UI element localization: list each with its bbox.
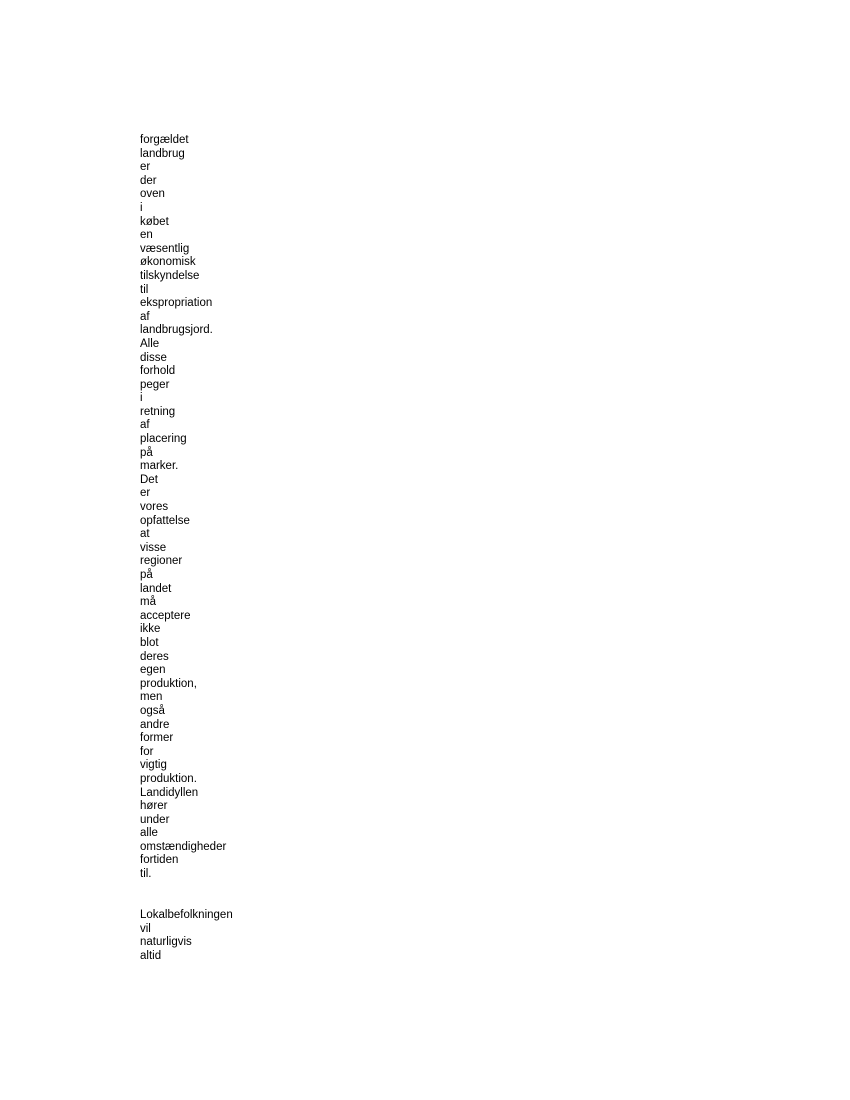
text-word: fortiden: [140, 854, 179, 867]
text-word: købet: [140, 215, 169, 228]
text-word: er: [140, 161, 151, 174]
text-word: i: [140, 201, 143, 214]
text-word: økonomisk: [140, 256, 196, 269]
text-word: produktion,: [140, 677, 197, 690]
text-word: til: [140, 283, 149, 296]
text-word: af: [140, 310, 150, 323]
text-word: på: [140, 446, 153, 459]
text-word: på: [140, 569, 153, 581]
text-word: også: [140, 704, 165, 717]
text-word: landet: [140, 582, 172, 595]
text-word: vigtig: [140, 759, 167, 772]
text-word: disse: [140, 351, 167, 364]
text-word: vil: [140, 922, 151, 935]
text-word: under: [140, 813, 170, 826]
text-word: deres: [140, 650, 169, 663]
text-word: til.: [140, 868, 152, 881]
text-word: vores: [140, 501, 169, 514]
text-word: landbrug: [140, 147, 185, 160]
paragraph-2: [140, 909, 440, 963]
text-word: i: [140, 392, 143, 405]
text-word: retning: [140, 405, 176, 418]
text-word: en: [140, 229, 153, 242]
text-word: ikke: [140, 623, 161, 636]
text-word: for: [140, 745, 154, 758]
text-word: men: [140, 691, 163, 704]
text-word: er: [140, 487, 151, 500]
text-word: former: [140, 732, 174, 745]
text-word: naturligvis: [140, 936, 192, 949]
text-word: egen: [140, 664, 166, 677]
text-word: oven: [140, 188, 165, 201]
text-word: placering: [140, 433, 187, 446]
text-word: Det: [140, 473, 158, 486]
text-word: Lokalbefolkningen: [140, 909, 233, 921]
text-word: hører: [140, 800, 168, 813]
text-word: peger: [140, 378, 170, 391]
text-word: landbrugsjord.: [140, 324, 213, 337]
text-word: væsentlig: [140, 242, 190, 255]
text-word: Landidyllen: [140, 786, 199, 799]
text-word: må: [140, 596, 156, 609]
text-word: acceptere: [140, 609, 191, 622]
text-word: omstændigheder: [140, 840, 227, 853]
text-word: der: [140, 174, 157, 187]
text-word: forhold: [140, 365, 176, 378]
text-word: blot: [140, 636, 159, 649]
text-word: marker.: [140, 460, 179, 473]
paragraph-1: [140, 134, 440, 882]
text-word: tilskyndelse: [140, 269, 200, 282]
text-word: ekspropriation: [140, 297, 213, 310]
text-word: at: [140, 528, 150, 541]
text-word: Alle: [140, 337, 160, 350]
text-word: altid: [140, 949, 162, 962]
text-word: af: [140, 419, 150, 432]
text-word: andre: [140, 718, 170, 731]
text-word: visse: [140, 541, 167, 554]
text-word: produktion.: [140, 772, 197, 785]
text-word: forgældet: [140, 134, 189, 146]
text-word: regioner: [140, 555, 183, 568]
text-word: alle: [140, 827, 158, 840]
text-word: opfattelse: [140, 514, 190, 527]
